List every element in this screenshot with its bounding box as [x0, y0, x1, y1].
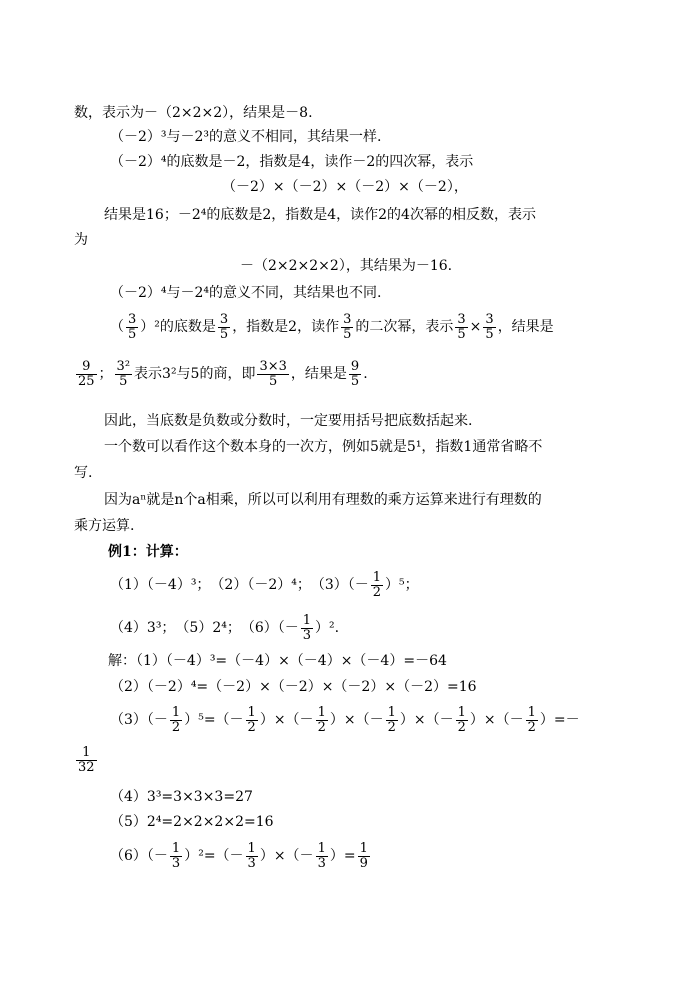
text-line-13: 写. — [74, 465, 93, 481]
fraction: $\frac{1}{3}$ — [302, 612, 312, 643]
fraction: $\frac{\text{3²}}{5}$ — [116, 358, 131, 389]
text-line-6: 为 — [74, 232, 88, 248]
text-line-2: （－2）³与－2³的意义不相同，其结果一样. — [110, 129, 382, 145]
fraction: $\frac{1}{3}$ — [247, 840, 256, 871]
text-line-14: 因为aⁿ就是n个a相乘，所以可以利用有理数的乘方运算来进行有理数的 — [104, 492, 542, 508]
fraction: $\frac{1}{2}$ — [247, 704, 256, 735]
text-line-10: $\frac{9}{25}$ ； $\frac{\text{3²}}{5}$ 表示3²与5的商，即 $\frac{3\times 3}{5}$ ，结果是 $\frac{9}{5}$ . — [78, 358, 368, 389]
text-line-3: （－2）⁴的底数是－2，指数是4，读作－2的四次幂，表示 — [110, 154, 474, 170]
fraction: $\frac{3}{5}$ — [343, 311, 352, 342]
fraction: $\frac{3}{5}$ — [128, 311, 137, 342]
example-heading: 例1：计算： — [108, 544, 188, 560]
fraction: $\frac{3\times 3}{5}$ — [259, 358, 287, 389]
fraction: $\frac{1}{3}$ — [171, 840, 181, 871]
text-line-1: 数，表示为－（2×2×2），结果是－8. — [74, 105, 313, 121]
question-line-2: （4）3³； （5）2⁴； （6）（－ $\frac{1}{3}$ ）². — [110, 612, 340, 643]
fraction: $\frac{3}{5}$ — [485, 311, 494, 342]
text-line-12: 一个数可以看作这个数本身的一次方，例如5就是5¹，指数1通常省略不 — [104, 439, 543, 455]
text-line-4: （－2）×（－2）×（－2）×（－2）， — [222, 179, 468, 195]
solution-line-2: （2）（－2）⁴=（－2）×（－2）×（－2）×（－2）=16 — [110, 679, 477, 695]
fraction: $\frac{1}{2}$ — [457, 704, 466, 735]
text-line-11: 因此，当底数是负数或分数时，一定要用括号把底数括起来. — [104, 413, 473, 429]
fraction: $\frac{1}{9}$ — [359, 840, 368, 871]
text-line-8: （－2）⁴与－2⁴的意义不同，其结果也不同. — [110, 285, 382, 301]
solution-line-6: （6）（－ $\frac{1}{3}$ ）²=（－ $\frac{1}{3}$ ）×（－ $\frac{1}{3}$ ）= $\frac{1}{9}$ — [110, 840, 368, 871]
fraction: $\frac{9}{25}$ — [78, 358, 95, 389]
text-line-9: （ $\frac{3}{5}$ ）²的底数是 $\frac{3}{5}$ ，指数是2，读作 $\frac{3}{5}$ 的二次幂，表示 $\frac{3}{5}$ × $\frac{3}{5}$ ，结果是 — [110, 311, 554, 342]
solution-line-4: （4）3³=3×3×3=27 — [110, 789, 253, 805]
question-line-1: （1）（－4）³； （2）（－2）⁴； （3）（－ $\frac{1}{2}$ ）⁵； — [110, 569, 419, 600]
text-line-7: －（2×2×2×2），其结果为－16. — [240, 258, 453, 274]
solution-line-3-result — [74, 740, 99, 780]
solution-line-1: 解：（1）（－4）³=（－4）×（－4）×（－4）=－64 — [108, 653, 447, 669]
solution-line-3: （3）（－ $\frac{1}{2}$ ）⁵=（－ $\frac{1}{2}$ ）×（－ $\frac{1}{2}$ ）×（－ $\frac{1}{2}$ ）×（－ $\frac{1}{2}$ ）×（－ $\frac{1}{2}$ ）=－ — [110, 704, 580, 735]
fraction: $\frac{1}{2}$ — [387, 704, 396, 735]
fraction: $\frac{1}{3}$ — [317, 840, 326, 871]
fraction: $\frac{9}{5}$ — [350, 358, 360, 389]
fraction: $\frac{1}{2}$ — [527, 704, 536, 735]
text-line-5: 结果是16；－2⁴的底数是2，指数是4，读作2的4次幂的相反数，表示 — [104, 207, 536, 223]
fraction: $\frac{3}{5}$ — [457, 311, 466, 342]
fraction: $\frac{3}{5}$ — [219, 311, 229, 342]
fraction: $\frac{1}{32}$ — [78, 744, 95, 775]
fraction: $\frac{1}{2}$ — [372, 569, 382, 600]
solution-line-5: （5）2⁴=2×2×2×2=16 — [110, 814, 274, 830]
fraction: $\frac{1}{2}$ — [171, 704, 181, 735]
fraction: $\frac{1}{2}$ — [317, 704, 326, 735]
text-line-15: 乘方运算. — [74, 518, 135, 534]
